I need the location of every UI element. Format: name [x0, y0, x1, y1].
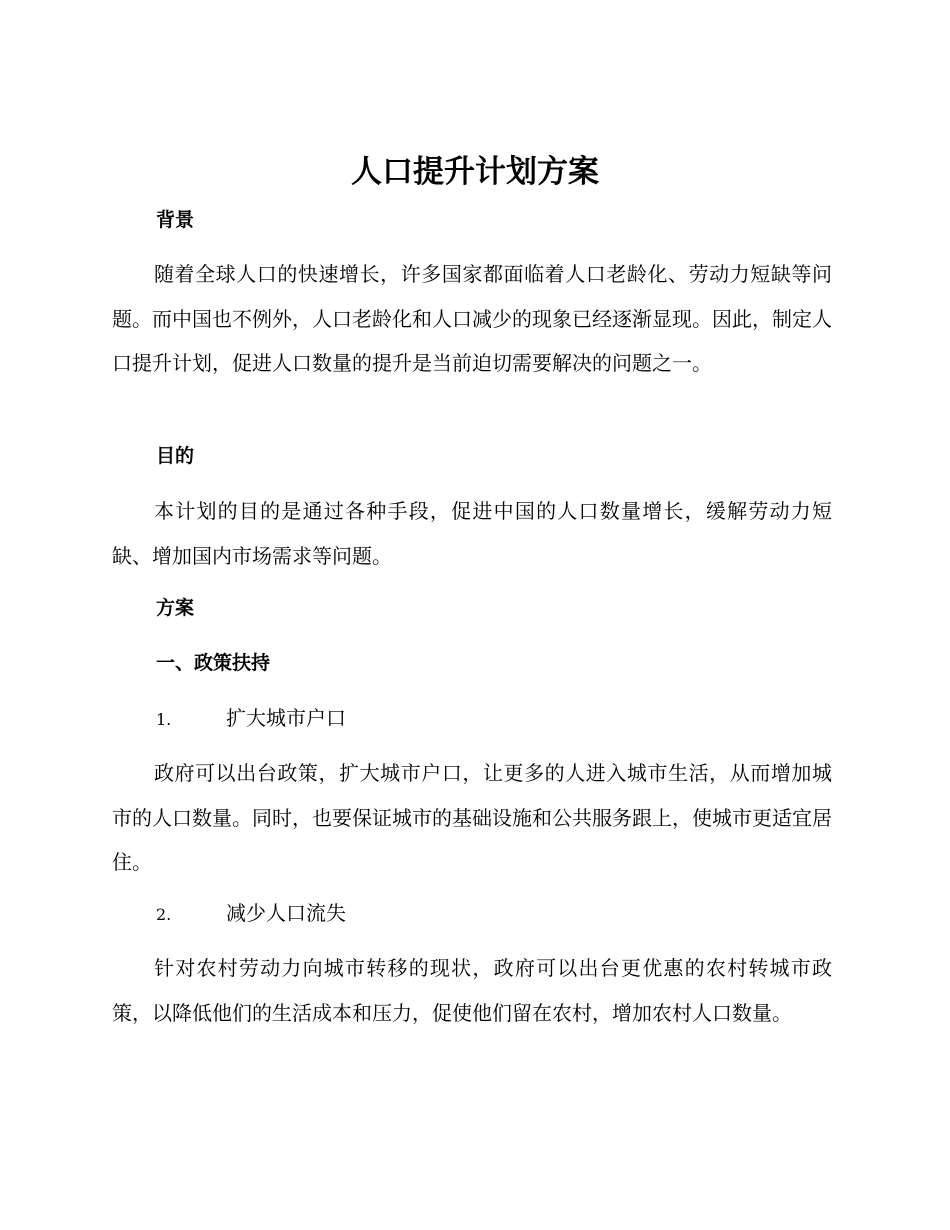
background-paragraph: 随着全球人口的快速增长，许多国家都面临着人口老龄化、劳动力短缺等问题。而中国也不例外，人口老龄化和人口减少的现象已经逐渐显现。因此，制定人口提升计划，促进人口数量的提升是当前迫切需要解决的问题之一。	[112, 262, 832, 375]
item-1-paragraph: 政府可以出台政策，扩大城市户口，让更多的人进入城市生活，从而增加城市的人口数量。同时，也要保证城市的基础设施和公共服务跟上，使城市更适宜居住。	[112, 761, 832, 874]
list-item-number: 2.	[156, 905, 172, 924]
list-item-2	[156, 899, 346, 929]
list-item-label: 减少人口流失	[226, 901, 346, 925]
document-title: 人口提升计划方案	[351, 154, 599, 190]
purpose-paragraph: 本计划的目的是通过各种手段，促进中国的人口数量增长，缓解劳动力短缺、增加国内市场需求等问题。	[112, 499, 832, 568]
list-item-1	[156, 704, 346, 734]
section-heading-purpose: 目的	[156, 445, 195, 467]
subsection-heading-policy: 一、政策扶持	[156, 652, 271, 674]
list-item-number: 1.	[156, 710, 172, 729]
list-item-label: 扩大城市户口	[226, 706, 346, 730]
section-heading-plan: 方案	[156, 597, 195, 619]
item-2-paragraph: 针对农村劳动力向城市转移的现状，政府可以出台更优惠的农村转城市政策，以降低他们的生活成本和压力，促使他们留在农村，增加农村人口数量。	[112, 956, 832, 1025]
section-heading-background: 背景	[156, 209, 195, 231]
